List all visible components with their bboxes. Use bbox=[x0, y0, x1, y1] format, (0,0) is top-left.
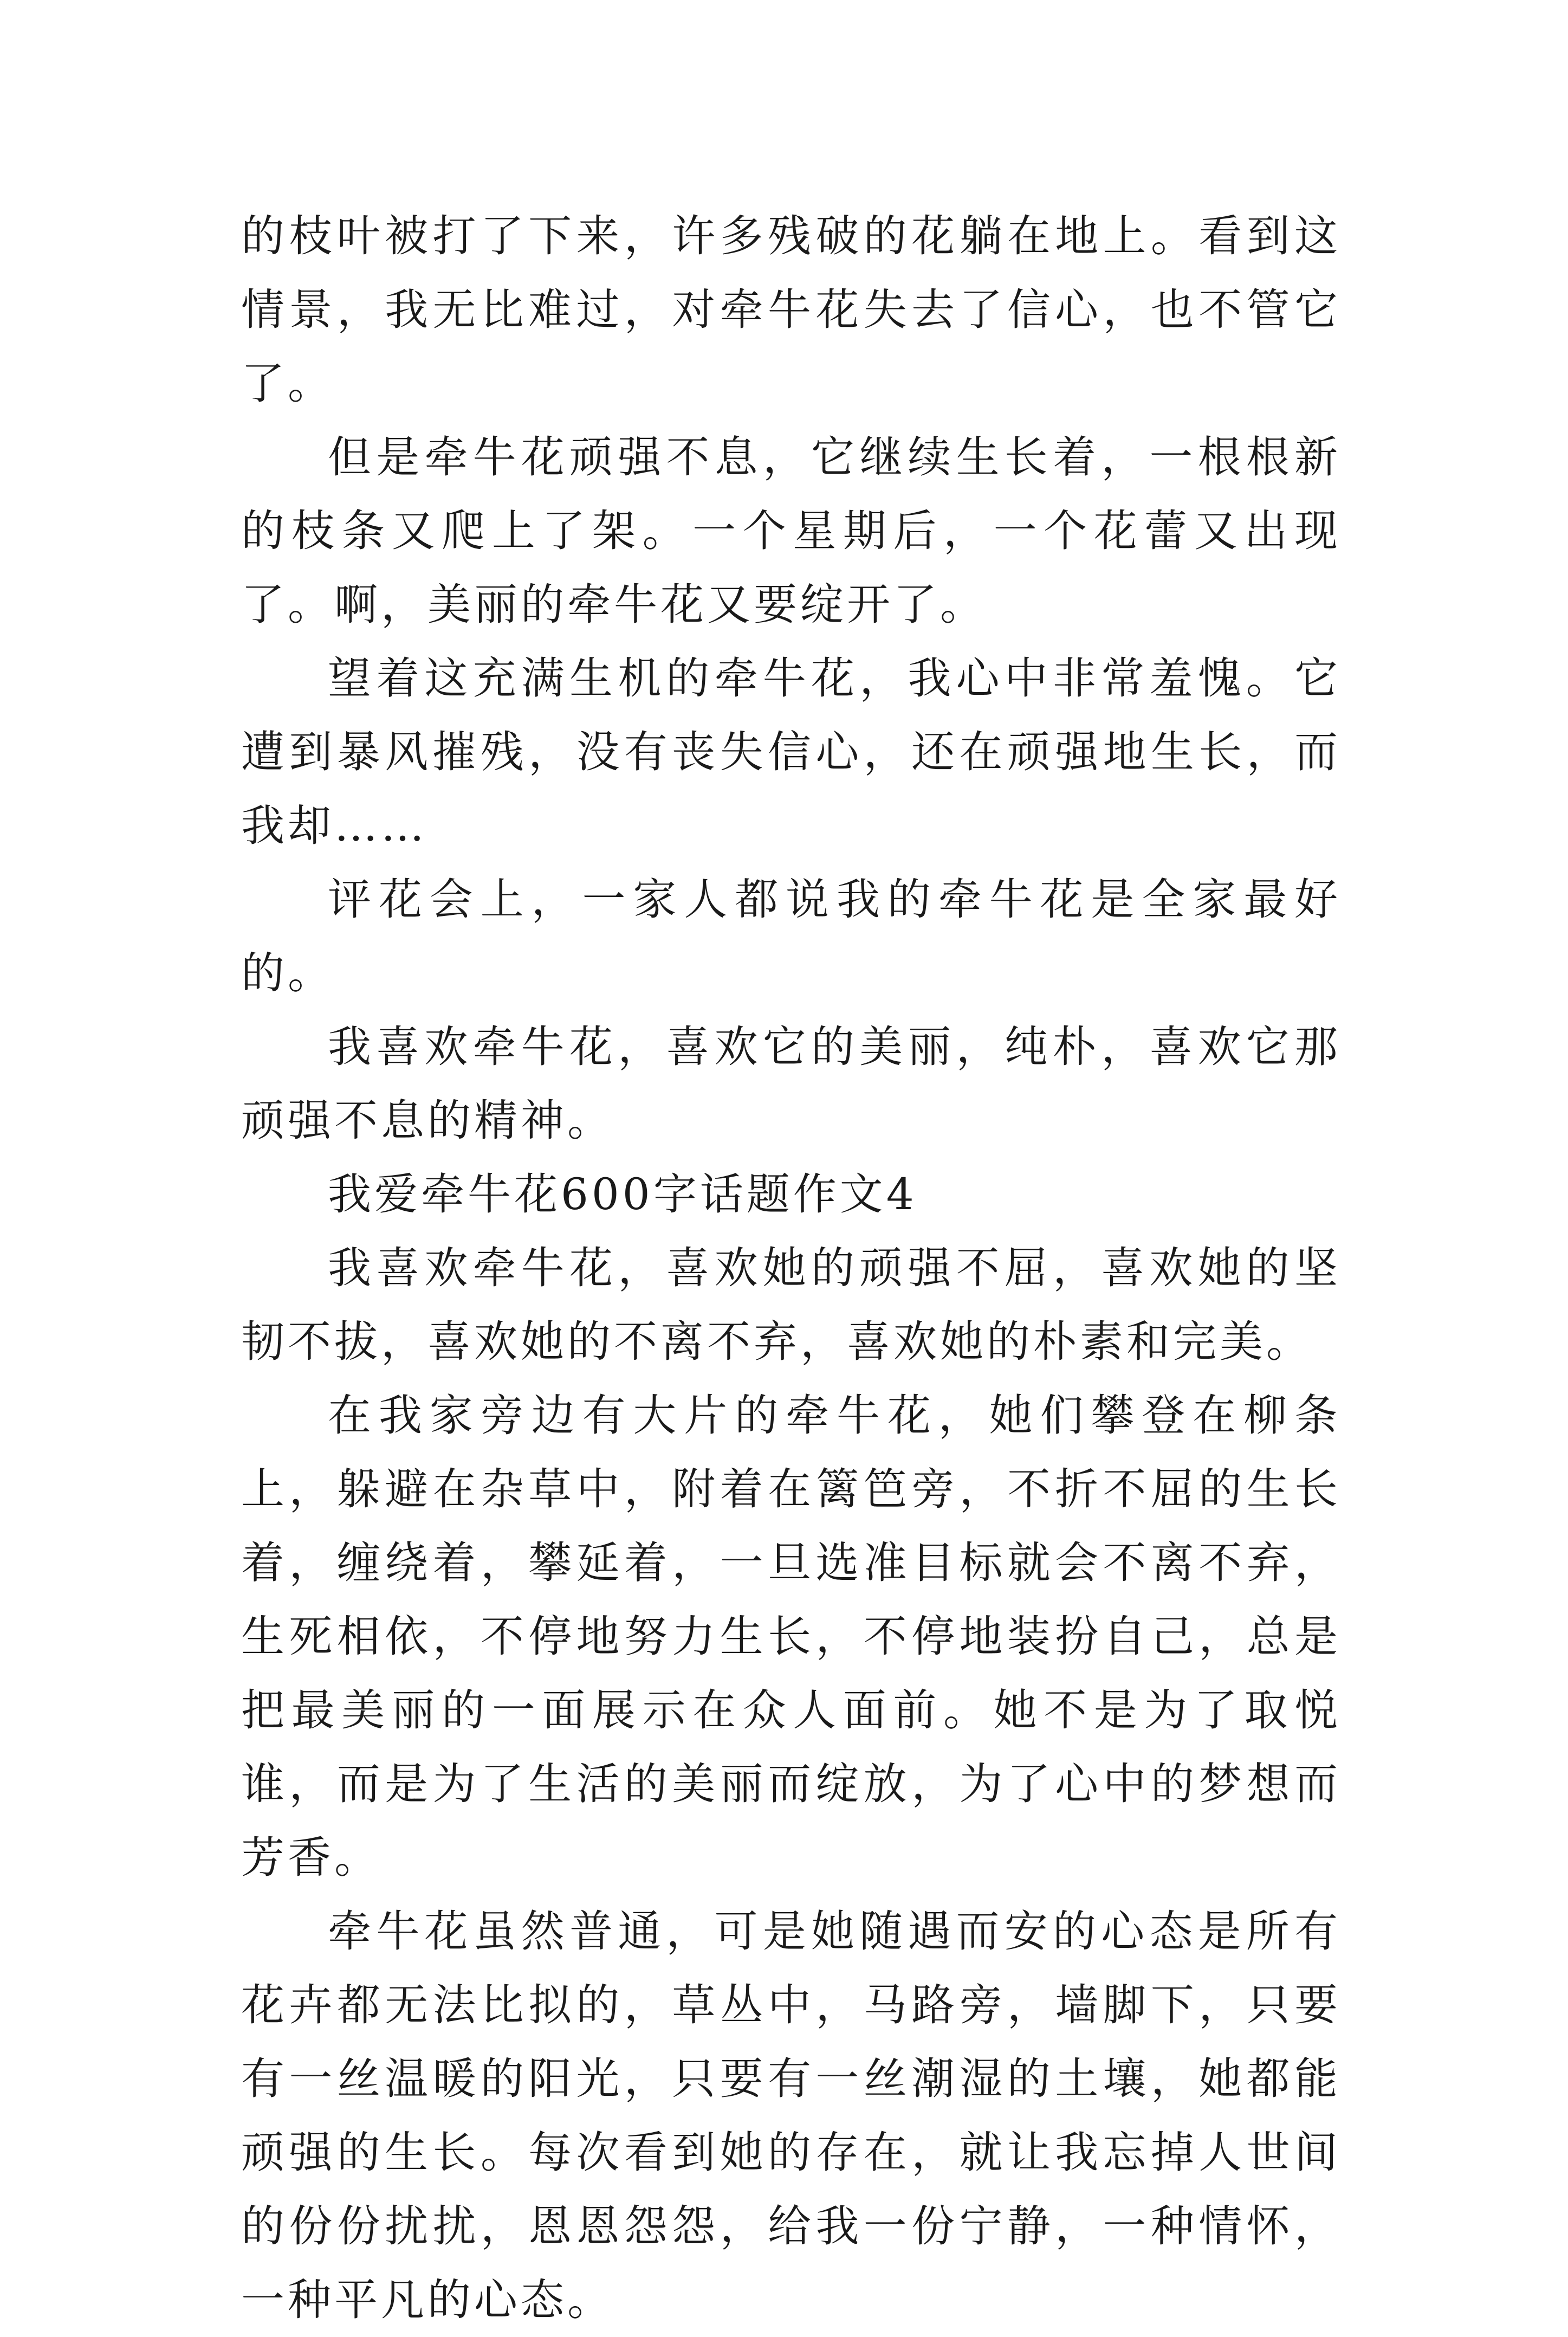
body-text bbox=[241, 199, 1341, 2337]
paragraph-3: 望着这充满生机的牵牛花，我心中非常羞愧。它遭到暴风摧残，没有丧失信心，还在顽强地生长，而我却…… bbox=[241, 653, 1341, 851]
paragraph-2: 但是牵牛花顽强不息，它继续生长着，一根根新的枝条又爬上了架。一个星期后，一个花蕾又出现了。啊，美丽的牵牛花又要绽开了。 bbox=[241, 432, 1341, 630]
paragraph-1: 的枝叶被打了下来，许多残破的花躺在地上。看到这情景，我无比难过，对牵牛花失去了信心，也不管它了。 bbox=[241, 211, 1341, 409]
paragraph-4: 评花会上，一家人都说我的牵牛花是全家最好的。 bbox=[241, 874, 1341, 998]
paragraph-8: 牵牛花虽然普通，可是她随遇而安的心态是所有花卉都无法比拟的，草丛中，马路旁，墙脚下，只要有一丝温暖的阳光，只要有一丝潮湿的土壤，她都能顽强的生长。每次看到她的存在，就让我忘掉人世间的份份扰扰，恩恩怨怨，给我一份宁静，一种情怀，一种平凡的心态。 bbox=[241, 1906, 1341, 2325]
paragraph-6: 我喜欢牵牛花，喜欢她的顽强不屈，喜欢她的坚韧不拔，喜欢她的不离不弃，喜欢她的朴素和完美。 bbox=[241, 1243, 1341, 1367]
paragraph-7: 在我家旁边有大片的牵牛花，她们攀登在柳条上，躲避在杂草中，附着在篱笆旁，不折不屈的生长着，缠绕着，攀延着，一旦选准目标就会不离不弃，生死相依，不停地努力生长，不停地装扮自己，总是把最美丽的一面展示在众人面前。她不是为了取悦谁，而是为了生活的美丽而绽放，为了心中的梦想而芳香。 bbox=[241, 1390, 1341, 1883]
paragraph-5: 我喜欢牵牛花，喜欢它的美丽，纯朴，喜欢它那顽强不息的精神。 bbox=[241, 1022, 1341, 1146]
section-heading: 我爱牵牛花600字话题作文4 bbox=[328, 1169, 917, 1219]
